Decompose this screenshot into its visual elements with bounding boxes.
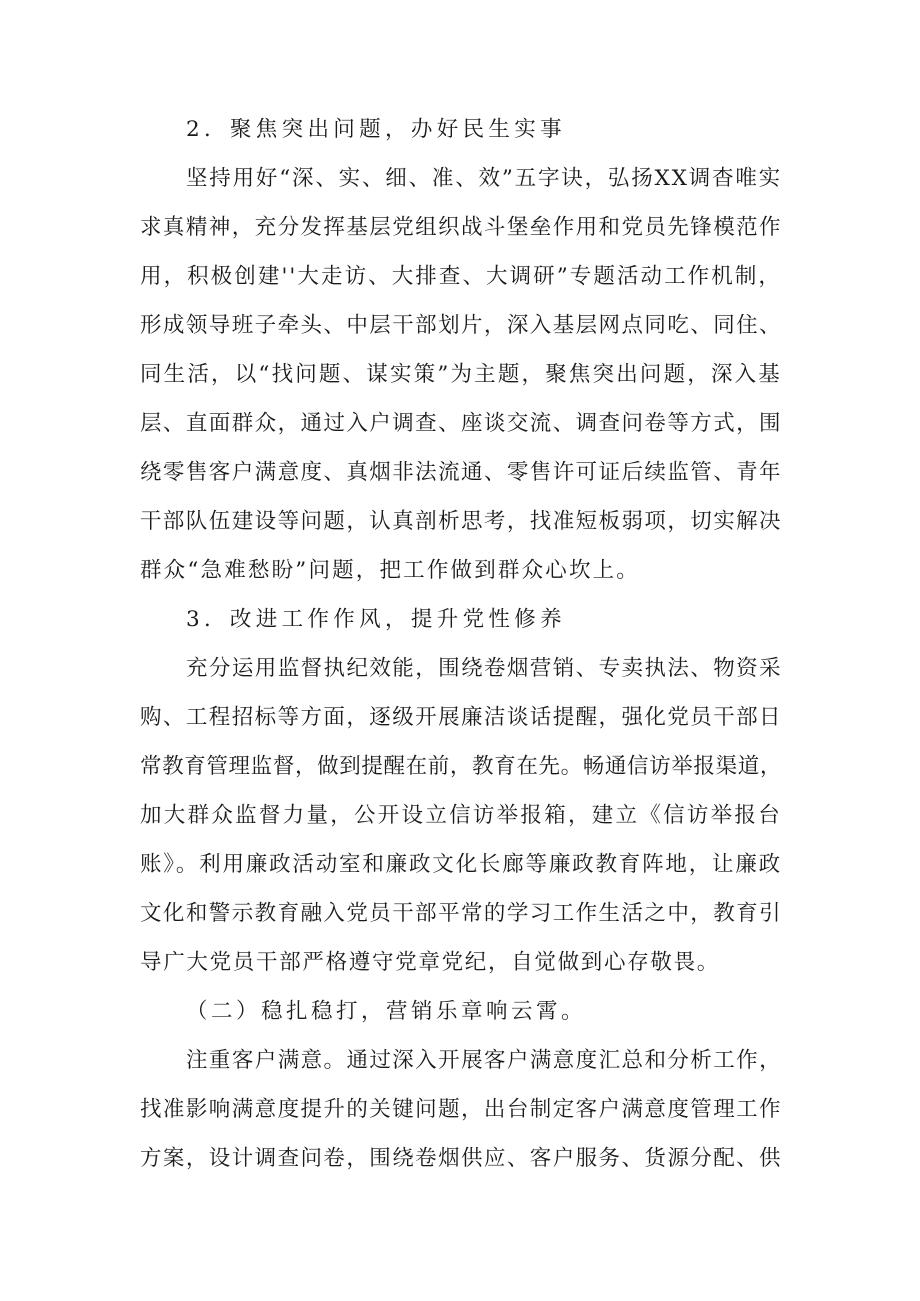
- section-2-line: 用，积极创建''大走访、大排查、大调研”专题活动工作机制，: [140, 264, 782, 289]
- section-2-line: 群众“急难愁盼”问题，把工作做到群众心坎上。: [140, 558, 640, 583]
- section-2-line: 绕零售客户满意度、真烟非法流通、零售许可证后续监管、青年: [140, 460, 782, 485]
- section-2-line: 干部队伍建设等问题，认真剖析思考，找准短板弱项，切实解决: [140, 509, 782, 534]
- section-3-line: 充分运用监督执纪效能，围绕卷烟营销、专卖执法、物资采: [186, 656, 782, 681]
- part-2-heading: （二）稳扎稳打，营销乐章响云霄。: [186, 999, 586, 1024]
- part-2-line: 方案，设计调查问卷，围绕卷烟供应、客户服务、货源分配、供: [140, 1146, 782, 1171]
- section-3-heading: 3．改进工作作风，提升党性修养: [186, 607, 566, 632]
- section-3-line: 账》。利用廉政活动室和廉政文化长廊等廉政教育阵地，让廉政: [140, 852, 782, 877]
- section-3-line: 导广大党员干部严格遵守党章党纪，自觉做到心存敬畏。: [140, 950, 720, 975]
- section-3-line: 文化和警示教育融入党员干部平常的学习工作生活之中，教育引: [140, 901, 782, 926]
- part-2-line: 注重客户满意。通过深入开展客户满意度汇总和分析工作，: [186, 1048, 782, 1073]
- part-2-line: 找准影响满意度提升的关键问题，出台制定客户满意度管理工作: [140, 1097, 782, 1122]
- section-2-heading: 2．聚焦突出问题，办好民生实事: [186, 117, 566, 142]
- section-2-line: 形成领导班子牵头、中层干部划片，深入基层网点同吃、同住、: [140, 313, 782, 338]
- section-2-line: 坚持用好“深、实、细、准、效”五字诀，弘扬XX调杳唯实: [186, 166, 782, 191]
- section-2-line: 层、直面群众，通过入户调查、座谈交流、调查问卷等方式，围: [140, 411, 782, 436]
- section-3-line: 购、工程招标等方面，逐级开展廉洁谈话提醒，强化党员干部日: [140, 705, 782, 730]
- section-3-line: 常教育管理监督，做到提醒在前，教育在先。畅通信访举报渠道，: [140, 754, 782, 779]
- section-2-line: 同生活，以“找问题、谋实策”为主题，聚焦突出问题，深入基: [140, 362, 782, 387]
- section-2-line: 求真精神，充分发挥基层党组织战斗堡垒作用和党员先锋模范作: [140, 215, 782, 240]
- section-3-line: 加大群众监督力量，公开设立信访举报箱，建立《信访举报台: [140, 803, 782, 828]
